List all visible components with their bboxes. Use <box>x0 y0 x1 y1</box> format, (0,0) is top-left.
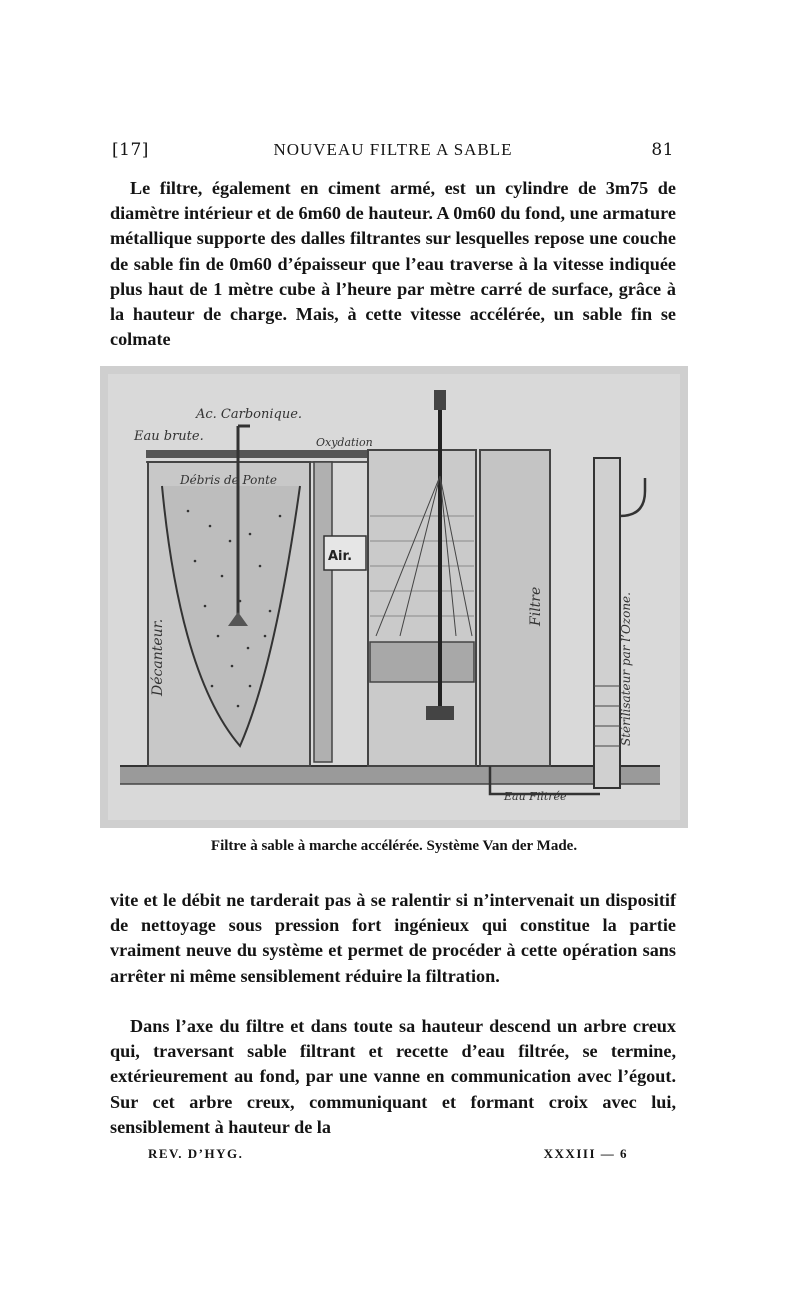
label-filtre: Filtre <box>528 586 544 626</box>
paragraph-2: vite et le débit ne tarderait pas à se ralentir si n’intervenait un dispositif de nettoyage sous pression fort ingénieux qui constitue la partie vraiment neuve du système et permet de procéder à cette opération sans arrêter ni même sensiblement réduire la filtration. <box>110 890 676 986</box>
paragraph-3: Dans l’axe du filtre et dans toute sa hauteur descend un arbre creux qui, traversant sable filtrant et recette d’eau filtrée, se termine, extérieurement au fond, par une vanne en communication avec l’égout. Sur cet arbre creux, communiquant et formant croix avec lui, sensiblement à hauteur de la <box>110 1016 676 1137</box>
label-debris-de-ponte: Débris de Ponte <box>180 473 278 487</box>
shaft-head <box>434 390 446 410</box>
label-decanteur: Décanteur. <box>150 618 166 696</box>
filter-diagram <box>100 366 688 828</box>
page-title: NOUVEAU FILTRE A SABLE <box>273 140 513 159</box>
running-head <box>112 140 674 164</box>
label-eau-brute: Eau brute. <box>134 429 204 444</box>
section-number: [17] <box>112 140 149 160</box>
oxidation-column <box>314 462 332 762</box>
journal-signature: REV. D’HYG. <box>148 1146 244 1161</box>
signature-mark: XXXIII — 6 <box>543 1146 628 1161</box>
paragraph-1: Le filtre, également en ciment armé, est un cylindre de 3m75 de diamètre intérieur et de 6m60 de hauteur. A 0m60 du fond, une armature métallique supporte des dalles filtrantes sur lesquelles repose une couche de sable fin de 0m60 d’épaisseur que l’eau traverse à la vitesse indiquée plus haut de 1 mètre cube à l’heure par mètre carré de surface, grâce à la hauteur de charge. Mais, à cette vitesse accélérée, un sable fin se colmate <box>110 178 676 350</box>
label-eau-filtree: Eau Filtrée <box>504 790 567 803</box>
filter-tank <box>368 450 476 766</box>
ozone-sterilizer <box>594 458 620 788</box>
label-ac-carbonique: Ac. Carbonique. <box>196 407 303 422</box>
page-footer <box>148 1146 628 1168</box>
figure-caption: Filtre à sable à marche accélérée. Système Van der Made. <box>210 838 578 854</box>
filter-slabs <box>370 642 474 682</box>
label-sterilisateur: Stérilisateur par l’Ozone. <box>619 592 633 746</box>
label-oxydation: Oxydation <box>316 436 373 449</box>
drain-valve <box>426 706 454 720</box>
label-air: Air. <box>328 549 353 564</box>
base-slab <box>120 766 660 784</box>
page-number: 81 <box>651 140 674 160</box>
